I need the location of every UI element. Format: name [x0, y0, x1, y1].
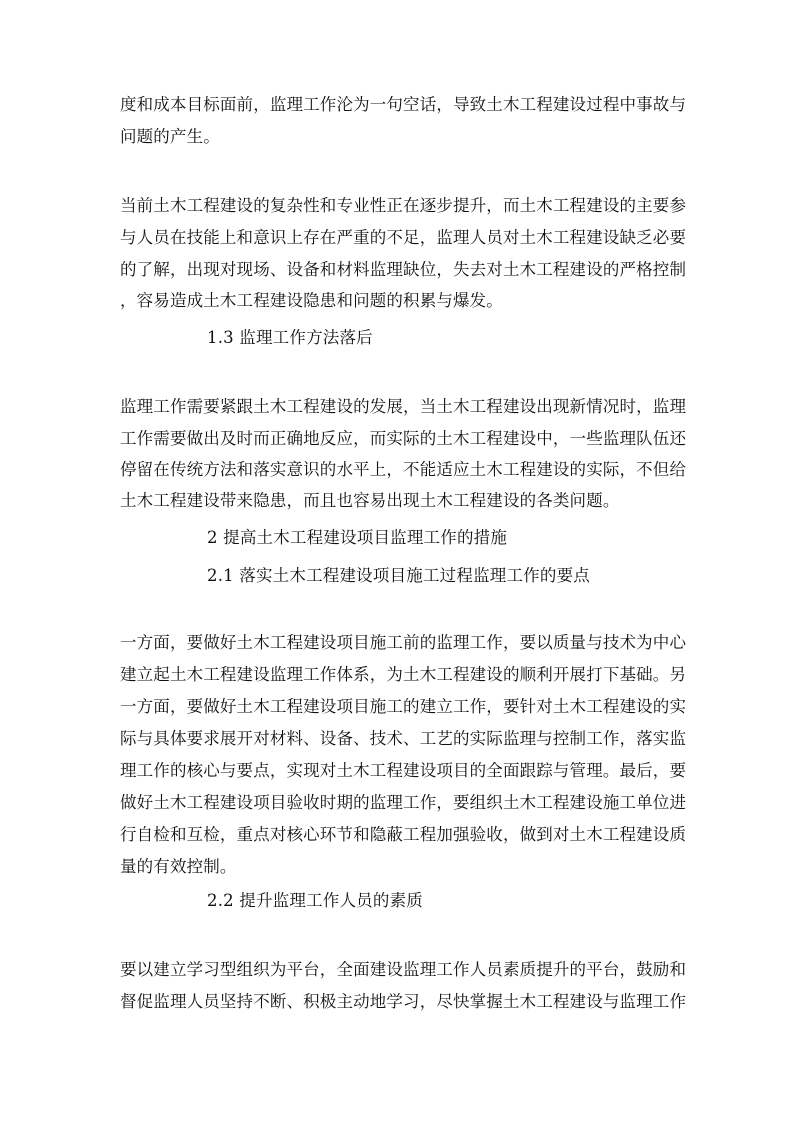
section-heading-1-3: 1.3 监理工作方法落后 — [207, 328, 373, 347]
text-line: 际与具体要求展开对材料、设备、技术、工艺的实际监理与控制工作，落实监 — [120, 729, 687, 748]
text-line: 的了解，出现对现场、设备和材料监理缺位，失去对土木工程建设的严格控制 — [120, 260, 687, 279]
text-line: 当前土木工程建设的复杂性和专业性正在逐步提升，而土木工程建设的主要参 — [120, 196, 687, 215]
text-line: 与人员在技能上和意识上存在严重的不足，监理人员对土木工程建设缺乏必要 — [120, 228, 687, 247]
text-line: ，容易造成土木工程建设隐患和问题的积累与爆发。 — [120, 291, 503, 310]
text-line: 度和成本目标面前，监理工作沦为一句空话，导致土木工程建设过程中事故与 — [120, 95, 687, 114]
text-line: 停留在传统方法和落实意识的水平上，不能适应土木工程建设的实际，不但给 — [120, 460, 687, 479]
text-line: 要以建立学习型组织为平台，全面建设监理工作人员素质提升的平台，鼓励和 — [120, 960, 687, 979]
text-line: 工作需要做出及时而正确地反应，而实际的土木工程建设中，一些监理队伍还 — [120, 429, 687, 448]
section-heading-2: 2 提高土木工程建设项目监理工作的措施 — [207, 528, 508, 547]
section-heading-2-1: 2.1 落实土木工程建设项目施工过程监理工作的要点 — [207, 566, 590, 585]
text-line: 一方面，要做好土木工程建设项目施工前的监理工作，要以质量与技术为中心 — [120, 633, 687, 652]
text-line: 建立起土木工程建设监理工作体系，为土木工程建设的顺利开展打下基础。另 — [120, 665, 687, 684]
text-line: 做好土木工程建设项目验收时期的监理工作，要组织土木工程建设施工单位进 — [120, 793, 687, 812]
text-line: 问题的产生。 — [120, 127, 220, 146]
text-line: 行自检和互检，重点对核心环节和隐蔽工程加强验收，做到对土木工程建设质 — [120, 825, 687, 844]
section-heading-2-2: 2.2 提升监理工作人员的素质 — [207, 891, 423, 910]
text-line: 土木工程建设带来隐患，而且也容易出现土木工程建设的各类问题。 — [120, 491, 620, 510]
text-line: 一方面，要做好土木工程建设项目施工的建立工作，要针对土木工程建设的实 — [120, 697, 687, 716]
text-line: 监理工作需要紧跟土木工程建设的发展，当土木工程建设出现新情况时，监理 — [120, 397, 687, 416]
text-line: 量的有效控制。 — [120, 857, 237, 876]
text-line: 理工作的核心与要点，实现对土木工程建设项目的全面跟踪与管理。最后，要 — [120, 761, 687, 780]
text-line: 督促监理人员坚持不断、积极主动地学习，尽快掌握土木工程建设与监理工作 — [120, 992, 687, 1011]
